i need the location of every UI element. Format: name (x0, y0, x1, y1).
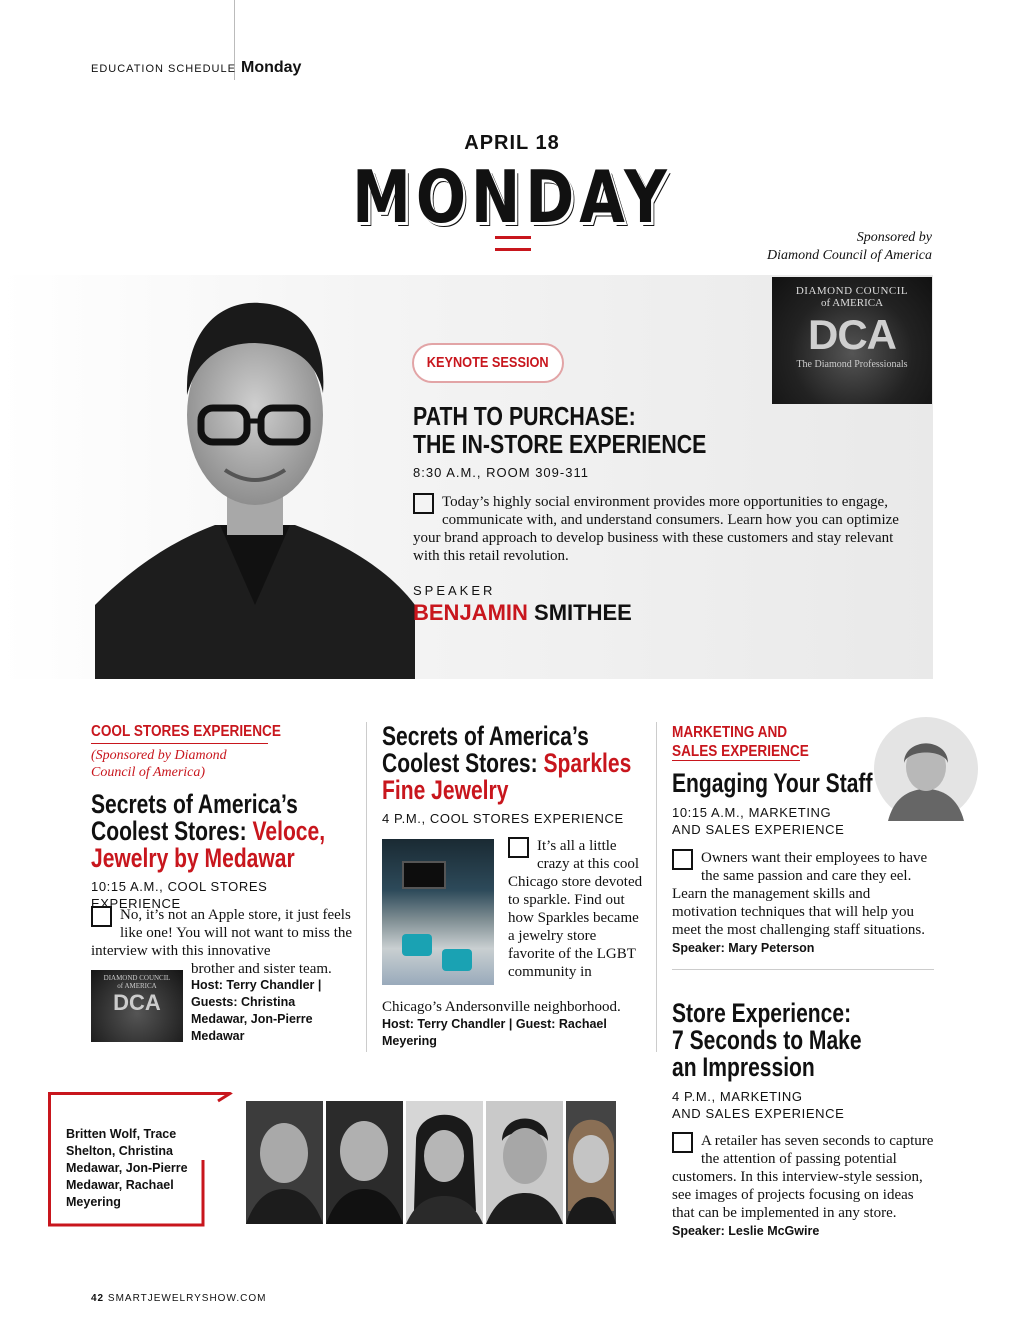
store-ottoman (402, 934, 432, 956)
dca-logo-line2: of AMERICA (820, 297, 884, 309)
col1-dca-line1: DIAMOND COUNCIL (103, 974, 171, 982)
col1-section-heading: COOL STORES EXPERIENCE (91, 723, 281, 740)
col3-divider (672, 969, 934, 970)
col2-body-text: It’s all a little crazy at this cool Chicago store devoted to sparkle. Find out how Sparkles became a jewelry store favorite of the LGBT community in (508, 838, 643, 980)
col3-meta-line1: 10:15 A.M., MARKETING (672, 805, 832, 820)
dca-logo-tag: The Diamond Professionals (796, 359, 908, 370)
page-date: APRIL 18 (464, 132, 560, 154)
col1-title-line1: Secrets of America’s (91, 789, 298, 819)
store-ottoman (442, 949, 472, 971)
page-footer (91, 1293, 266, 1304)
footer-site: SMARTJEWELRYSHOW.COM (107, 1293, 267, 1304)
col3-meta-line2: AND SALES EXPERIENCE (672, 822, 845, 837)
col1-body (91, 906, 353, 960)
dca-logo-line1: DIAMOND COUNCIL (795, 285, 909, 297)
col2-title-line2-b: Sparkles (543, 748, 632, 778)
keynote-speaker-name (413, 600, 632, 626)
col3-meta-b (672, 1088, 934, 1122)
col1-title-line3: Jewelry by Medawar (91, 843, 295, 873)
col1-sponsored-line1: (Sponsored by Diamond (91, 748, 227, 763)
dca-logo (772, 277, 932, 404)
keynote-time: 8:30 A.M., ROOM 309-311 (413, 465, 589, 480)
col1-dca-logo (91, 970, 183, 1042)
keynote-title (413, 402, 706, 458)
guest-photo (326, 1101, 403, 1224)
checkbox-icon[interactable] (91, 906, 112, 927)
column-divider-1 (366, 722, 367, 1052)
col2-store-photo (382, 839, 494, 985)
checkbox-icon[interactable] (508, 837, 529, 858)
col2-body (508, 837, 644, 981)
col1-section-rule (91, 743, 268, 744)
col3-speaker: Speaker: Mary Peterson (672, 941, 815, 955)
col2-title-line2-a: Coolest Stores: (382, 748, 544, 778)
keynote-title-line1: PATH TO PURCHASE: (413, 401, 636, 431)
col1-host: Host: Terry Chandler | Guests: Christina Medawar, Jon-Pierre Medawar (191, 978, 322, 1043)
col1-body-text: No, it’s not an Apple store, it just feels like one! You will not want to miss the interview with this innovative (91, 907, 353, 959)
keynote-description (413, 493, 903, 565)
sponsor-line1: Sponsored by (856, 230, 932, 245)
dca-logo-mark: DCA (808, 311, 896, 358)
col2-body-end: Chicago’s Andersonville neighborhood. (382, 999, 621, 1015)
keynote-title-line2: THE IN-STORE EXPERIENCE (413, 429, 707, 459)
col3-meta-b-line1: 4 P.M., MARKETING (672, 1089, 803, 1104)
col1-title-line2-b: Veloce, (252, 816, 326, 846)
title-rule (495, 236, 531, 251)
col3-section-line2: SALES EXPERIENCE (672, 743, 809, 760)
speaker-first-name: BENJAMIN (413, 600, 528, 625)
col3-section-line1: MARKETING AND (672, 724, 788, 741)
guest-photo (486, 1101, 563, 1224)
col1-meta: 10:15 A.M., COOL STORES EXPERIENCE (91, 879, 268, 911)
col2-host: Host: Terry Chandler | Guest: Rachael Meyering (382, 1017, 607, 1048)
col1-dca-line2: of AMERICA (117, 982, 157, 990)
guest-photo (406, 1101, 483, 1224)
col3-title-b (672, 1000, 876, 1081)
keynote-description-text: Today’s highly social environment provides more opportunities to engage, communicate with, and understand consumers. Learn how you can optimize your brand approach to develop business with these customers and stay relevant with this retail revolution. (413, 494, 899, 564)
col3-title-b-line1: Store Experience: (672, 998, 852, 1028)
col1-dca-mark: DCA (113, 990, 161, 1015)
column-divider-2 (656, 722, 657, 1052)
col2-title-line1: Secrets of America’s (382, 721, 589, 751)
col1-title (91, 789, 326, 873)
col3-body-text: Owners want their employees to have the same passion and care they eel. Learn the management skills and motivation techniques that will help you meet the most challenging staff situations. (672, 850, 928, 938)
col3-body (672, 849, 934, 957)
page-number: 42 (91, 1293, 105, 1304)
store-screen (402, 861, 446, 889)
col3-meta (672, 804, 934, 838)
col1-sponsored-line2: Council of America) (91, 765, 206, 780)
col2-title (382, 721, 632, 805)
col3-body-b-text: A retailer has seven seconds to capture the attention of passing potential customers. In this interview-style session, see images of projects focusing on ideas that can be implemented in any store. (672, 1133, 934, 1221)
col3-title-b-line2: 7 Seconds to Make (672, 1025, 862, 1055)
speaker-portrait (95, 275, 415, 679)
guest-photo (566, 1101, 616, 1224)
col1-title-line2 (91, 816, 326, 846)
keynote-speaker-label: SPEAKER (413, 583, 496, 598)
photo-caption: Britten Wolf, Trace Shelton, Christina Medawar, Jon-Pierre Medawar, Rachael Meyering (66, 1127, 188, 1209)
guest-photo (246, 1101, 323, 1224)
col1-sponsored (91, 747, 353, 781)
col3-speaker-b: Speaker: Leslie McGwire (672, 1224, 820, 1238)
col1-title-line2-a: Coolest Stores: (91, 816, 253, 846)
col3-meta-b-line2: AND SALES EXPERIENCE (672, 1106, 845, 1121)
keynote-pill-label: KEYNOTE SESSION (427, 354, 549, 371)
col3-body-b (672, 1132, 934, 1240)
sponsor-line2: Diamond Council of America (766, 248, 932, 263)
checkbox-icon[interactable] (672, 1132, 693, 1153)
sponsor-credit (767, 229, 932, 265)
speaker-last-name: SMITHEE (534, 600, 632, 625)
col2-title-line3: Fine Jewelry (382, 775, 509, 805)
col3-title: Engaging Your Staff (672, 768, 873, 798)
header-section-label: EDUCATION SCHEDULE (91, 63, 236, 75)
keynote-session-badge (412, 343, 564, 383)
page-title: MONDAY (352, 155, 672, 239)
checkbox-icon[interactable] (413, 493, 434, 514)
col2-meta: 4 P.M., COOL STORES EXPERIENCE (382, 811, 624, 826)
col3-section-rule (672, 760, 800, 761)
header-day-label: Monday (241, 59, 302, 76)
col1-body-end: brother and sister team. (191, 961, 332, 977)
guest-photos (246, 1101, 616, 1224)
col3-section-heading (672, 723, 895, 761)
checkbox-icon[interactable] (672, 849, 693, 870)
col3-title-b-line3: an Impression (672, 1052, 815, 1082)
